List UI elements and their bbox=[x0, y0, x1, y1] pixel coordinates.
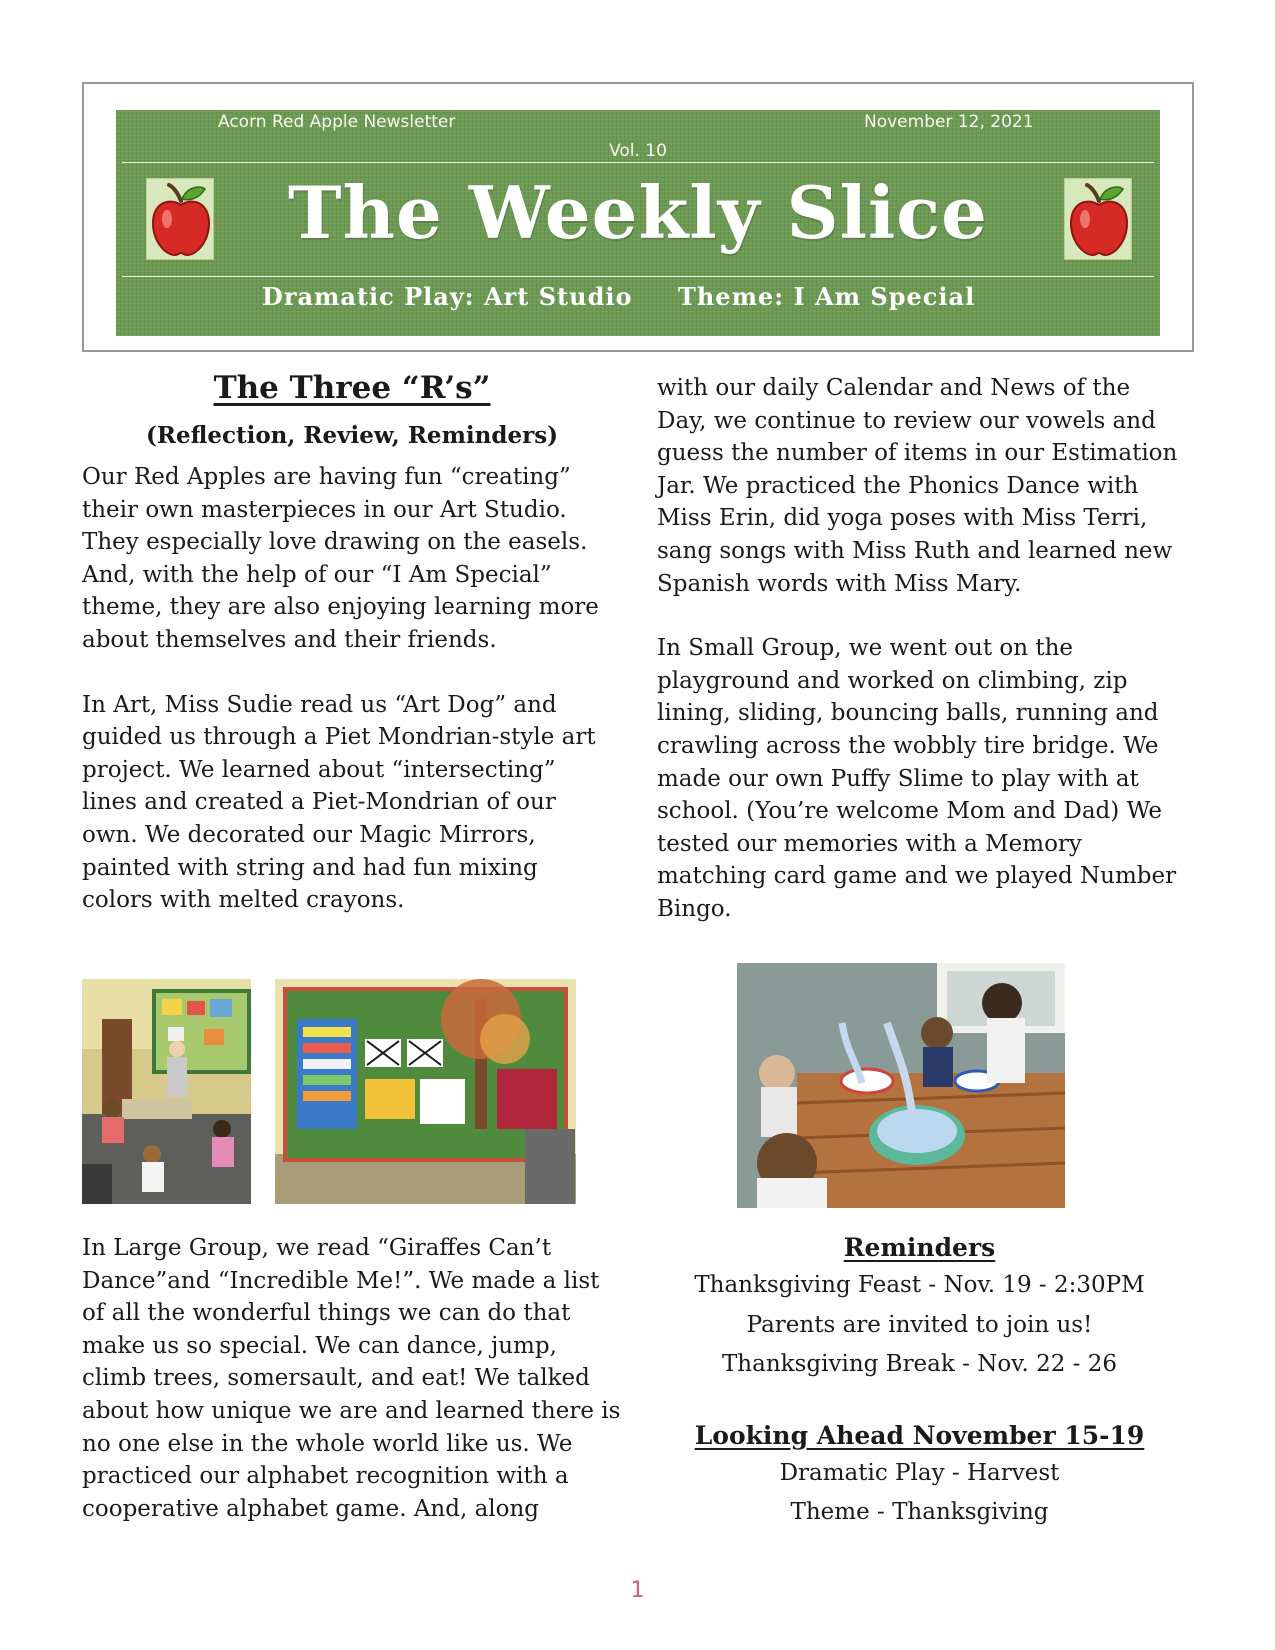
looking-ahead-item: Dramatic Play - Harvest bbox=[779, 1459, 1060, 1486]
newsletter-title: The Weekly Slice bbox=[288, 170, 988, 255]
newsletter-name: Acorn Red Apple Newsletter bbox=[218, 112, 456, 132]
right-column bbox=[657, 372, 1182, 926]
apple-icon-right bbox=[1064, 178, 1132, 260]
article-paragraph: In Small Group, we went out on the playground and worked on climbing, zip lining, sliding, bouncing balls, running and crawling across the wobbly tire bridge. We made our own Puffy Slime to play with at school. (You’re welcome Mom and Dad) We tested our memories with a Memory matching card game and we played Number Bingo. bbox=[657, 635, 1177, 922]
reminders-section bbox=[657, 1233, 1182, 1533]
masthead-banner bbox=[116, 110, 1160, 336]
classroom-photos bbox=[82, 979, 622, 1204]
newsletter-date: November 12, 2021 bbox=[864, 112, 1034, 132]
masthead-divider-top bbox=[122, 162, 1154, 163]
article-subheading: (Reflection, Review, Reminders) bbox=[145, 422, 559, 449]
left-column bbox=[82, 372, 612, 917]
classroom-photo bbox=[82, 979, 251, 1204]
reminder-item: Thanksgiving Feast - Nov. 19 - 2:30PM bbox=[694, 1272, 1145, 1298]
looking-ahead-item: Theme - Thanksgiving bbox=[790, 1499, 1049, 1525]
large-group-section bbox=[82, 1232, 622, 1525]
reminders-list bbox=[657, 1266, 1182, 1385]
slime-activity-photo bbox=[737, 963, 1065, 1208]
reminder-item: Thanksgiving Break - Nov. 22 - 26 bbox=[721, 1351, 1118, 1377]
newsletter-volume: Vol. 10 bbox=[609, 141, 667, 161]
reminders-heading: Reminders bbox=[843, 1233, 996, 1262]
masthead-divider-bottom bbox=[122, 276, 1154, 277]
classroom-photo bbox=[275, 979, 576, 1204]
looking-ahead-list bbox=[657, 1454, 1182, 1533]
red-apple-icon bbox=[1065, 179, 1133, 261]
page-number: 1 bbox=[630, 1578, 645, 1603]
article-paragraph: Our Red Apples are having fun “creating” their own masterpieces in our Art Studio. They especially love drawing on the easels. And, with the help of our “I Am Special” theme, they are also enjoying learning more about themselves and their friends. bbox=[82, 464, 599, 653]
article-heading: The Three “R’s” bbox=[213, 370, 491, 406]
article-paragraph: In Large Group, we read “Giraffes Can’t Dance”and “Incredible Me!”. We made a list of all the wonderful things we can do that make us so special. We can dance, jump, climb trees, somersault, and eat! We talked about how unique we are and learned there is no one else in the whole world like us. We practiced our alphabet recognition with a cooperative alphabet game. And, along bbox=[82, 1235, 621, 1522]
masthead-frame bbox=[82, 82, 1194, 352]
dramatic-play-label: Dramatic Play: Art Studio bbox=[262, 282, 633, 311]
theme-label: Theme: I Am Special bbox=[678, 282, 976, 311]
reminder-item: Parents are invited to join us! bbox=[746, 1311, 1093, 1338]
article-paragraph: with our daily Calendar and News of the Day, we continue to review our vowels and guess the number of items in our Estimation Jar. We practiced the Phonics Dance with Miss Erin, did yoga poses with Miss Terri, sang songs with Miss Ruth and learned new Spanish words with Miss Mary. bbox=[657, 375, 1178, 597]
looking-ahead-heading: Looking Ahead November 15-19 bbox=[694, 1420, 1145, 1450]
article-paragraph: In Art, Miss Sudie read us “Art Dog” and guided us through a Piet Mondrian-style art project. We learned about “intersecting” lines and created a Piet-Mondrian of our own. We decorated our Magic Mirrors, painted with string and had fun mixing colors with melted crayons. bbox=[82, 691, 596, 914]
